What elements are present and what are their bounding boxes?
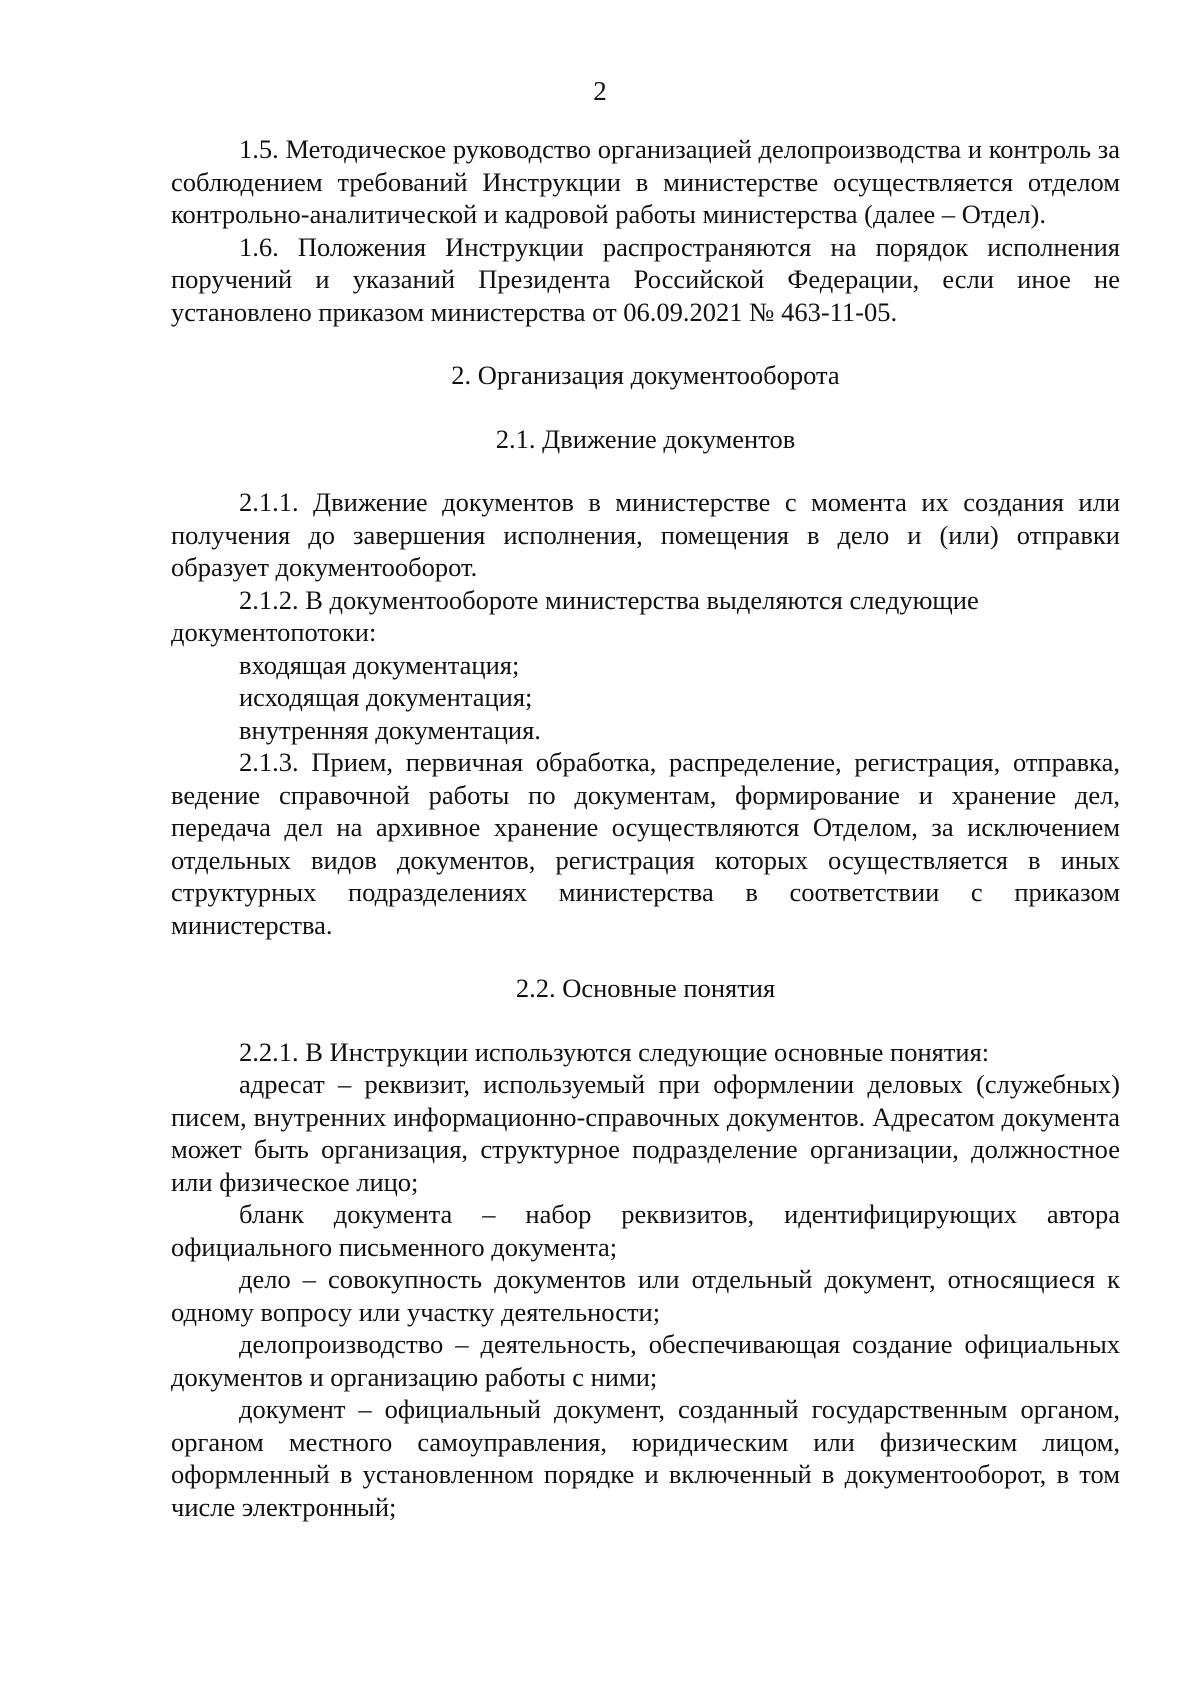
list-item-incoming: входящая документация; [239, 649, 520, 680]
page-number: 2 [593, 76, 607, 106]
definition-document: документ – официальный документ, созданный государственным органом, органом местного самоуправления, юридическим или физическим лицом, оформленный в установленном порядке и включенный в документооборот, в том числе электронный; [171, 1394, 1120, 1522]
paragraph-1-6: 1.6. Положения Инструкции распространяются на порядок исполнения поручений и указаний Президента Российской Федерации, если иное не установлено приказом министерства от 06.09.2021 № 463-11-05. [171, 231, 1120, 327]
paragraph-1-5: 1.5. Методическое руководство организацией делопроизводства и контроль за соблюдением требований Инструкции в министерстве осуществляется отделом контрольно-аналитической и кадровой работы министерства (далее – Отдел). [171, 134, 1120, 229]
paragraph-2-1-3: 2.1.3. Прием, первичная обработка, распределение, регистрация, отправка, ведение справочной работы по документам, формирование и хранение дел, передача дел на архивное хранение осуществляются Отделом, за исключением отдельных видов документов, регистрация которых осуществляется в иных структурных подразделениях министерства в соответствии с приказом министерства. [171, 747, 1120, 940]
definition-letterhead: бланк документа – набор реквизитов, идентифицирующих автора официального письменного документа; [171, 1199, 1120, 1262]
definition-records-management: делопроизводство – деятельность, обеспечивающая создание официальных документов и организацию работы с ними; [171, 1329, 1120, 1392]
list-item-internal: внутренняя документация. [239, 714, 541, 745]
subsection-2-1-heading: 2.1. Движение документов [495, 423, 796, 454]
definition-file: дело – совокупность документов или отдельный документ, относящиеся к одному вопросу или участку деятельности; [171, 1264, 1120, 1327]
list-item-outgoing: исходящая документация; [239, 682, 533, 712]
paragraph-2-1-1: 2.1.1. Движение документов в министерстве с момента их создания или получения до завершения исполнения, помещения в дело и (или) отправки образует документооборот. [171, 487, 1120, 582]
paragraph-2-2-1: 2.2.1. В Инструкции используются следующие основные понятия: [239, 1036, 990, 1067]
definition-addressee: адресат – реквизит, используемый при оформлении деловых (служебных) писем, внутренних информационно-справочных документов. Адресатом документа может быть организация, структурное подразделение организации, должностное или физическое лицо; [171, 1069, 1120, 1197]
section-2-heading: 2. Организация документооборота [451, 360, 840, 390]
document-body [171, 133, 1120, 1523]
subsection-2-2-heading: 2.2. Основные понятия [515, 973, 776, 1003]
paragraph-2-1-2: 2.1.2. В документообороте министерства выделяются следующие документопотоки: [171, 584, 979, 647]
